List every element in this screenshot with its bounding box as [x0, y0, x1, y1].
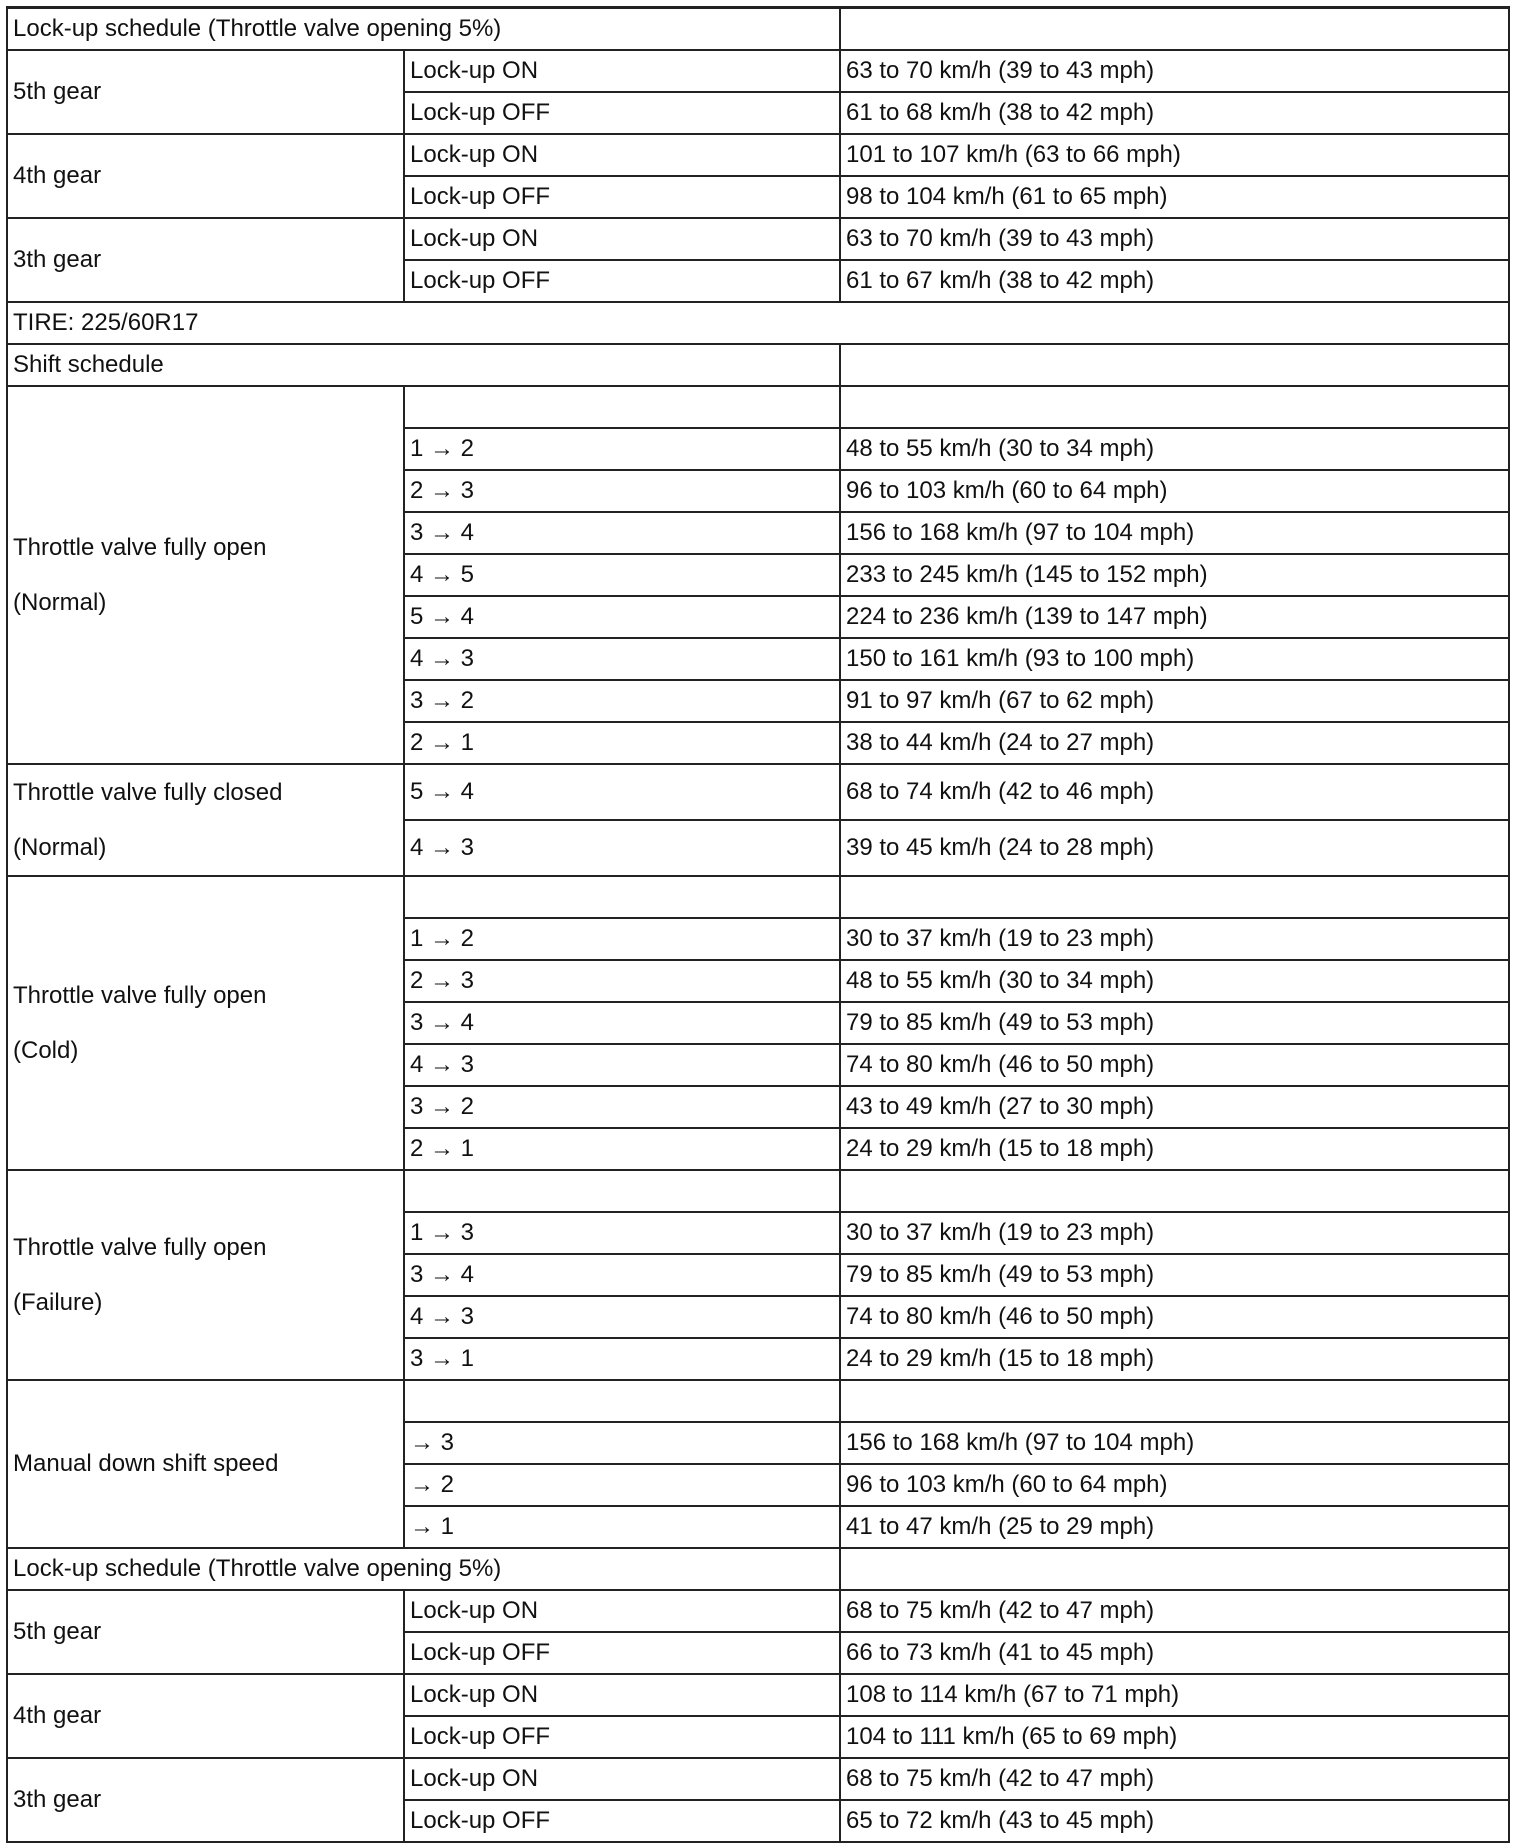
group-label [7, 1590, 404, 1674]
row-item: Lock-up OFF [404, 1800, 840, 1842]
row-item: 5 → 4 [404, 596, 840, 638]
group-label [7, 1758, 404, 1842]
row-value: 24 to 29 km/h (15 to 18 mph) [840, 1338, 1509, 1380]
row-value: 96 to 103 km/h (60 to 64 mph) [840, 470, 1509, 512]
row-value: 43 to 49 km/h (27 to 30 mph) [840, 1086, 1509, 1128]
row-value: 79 to 85 km/h (49 to 53 mph) [840, 1002, 1509, 1044]
row-value: 224 to 236 km/h (139 to 147 mph) [840, 596, 1509, 638]
row-value: 63 to 70 km/h (39 to 43 mph) [840, 218, 1509, 260]
row-item: Lock-up ON [404, 218, 840, 260]
row-value [840, 386, 1509, 428]
row-value: 74 to 80 km/h (46 to 50 mph) [840, 1296, 1509, 1338]
row-value: 68 to 75 km/h (42 to 47 mph) [840, 1590, 1509, 1632]
group-label-line: Throttle valve fully closed [13, 778, 283, 806]
row-item: 1 → 2 [404, 428, 840, 470]
row-item: 3 → 1 [404, 1338, 840, 1380]
row-item: → 1 [404, 1506, 840, 1548]
row-value: 38 to 44 km/h (24 to 27 mph) [840, 722, 1509, 764]
row-item: 4 → 3 [404, 1044, 840, 1086]
group-label-line: Throttle valve fully open [13, 533, 267, 561]
row-item: Lock-up ON [404, 1674, 840, 1716]
row-value: 156 to 168 km/h (97 to 104 mph) [840, 512, 1509, 554]
group-label [7, 386, 404, 764]
section-header-row [7, 1548, 1509, 1590]
section-header-row [7, 344, 1509, 386]
row-item: → 3 [404, 1422, 840, 1464]
group-label-line: Throttle valve fully open [13, 1233, 267, 1261]
row-value: 104 to 111 km/h (65 to 69 mph) [840, 1716, 1509, 1758]
section-header-value [840, 1548, 1509, 1590]
group-label-line: (Failure) [13, 1288, 103, 1316]
row-item: → 2 [404, 1464, 840, 1506]
row-item: 4 → 3 [404, 1296, 840, 1338]
row-value: 91 to 97 km/h (67 to 62 mph) [840, 680, 1509, 722]
row-item: Lock-up ON [404, 1758, 840, 1800]
row-item [404, 386, 840, 428]
group-label-line: (Cold) [13, 1036, 79, 1064]
row-item [404, 876, 840, 918]
row-item: Lock-up ON [404, 134, 840, 176]
row-item: 2 → 3 [404, 470, 840, 512]
row-item: 3 → 4 [404, 512, 840, 554]
row-item: 5 → 4 [404, 764, 840, 820]
group-label-line: 5th gear [13, 78, 102, 105]
row-value: 74 to 80 km/h (46 to 50 mph) [840, 1044, 1509, 1086]
row-value: 63 to 70 km/h (39 to 43 mph) [840, 50, 1509, 92]
group-label-line: 5th gear [13, 1618, 102, 1645]
row-item: 2 → 1 [404, 722, 840, 764]
row-item: Lock-up OFF [404, 1716, 840, 1758]
group-label-line: Manual down shift speed [13, 1450, 279, 1477]
tire-size-label: TIRE: 225/60R17 [7, 302, 1509, 344]
group-label-line: 3th gear [13, 1786, 102, 1813]
row-value: 61 to 68 km/h (38 to 42 mph) [840, 92, 1509, 134]
group-label-line: (Normal) [13, 833, 107, 861]
row-value: 65 to 72 km/h (43 to 45 mph) [840, 1800, 1509, 1842]
row-item: Lock-up OFF [404, 92, 840, 134]
table-row [7, 134, 1509, 176]
row-item: 3 → 2 [404, 680, 840, 722]
group-label-line: (Normal) [13, 588, 107, 616]
row-value: 98 to 104 km/h (61 to 65 mph) [840, 176, 1509, 218]
spec-table [6, 6, 1510, 1843]
row-item: 2 → 3 [404, 960, 840, 1002]
row-item: 4 → 3 [404, 820, 840, 876]
group-label [7, 1380, 404, 1548]
spec-table-body [7, 8, 1509, 1842]
section-header-label: Lock-up schedule (Throttle valve opening 5%) [7, 1548, 840, 1590]
row-value: 48 to 55 km/h (30 to 34 mph) [840, 960, 1509, 1002]
table-row [7, 1758, 1509, 1800]
table-row [7, 386, 1509, 428]
row-value: 66 to 73 km/h (41 to 45 mph) [840, 1632, 1509, 1674]
group-label-line: Throttle valve fully open [13, 981, 267, 1009]
table-row [7, 876, 1509, 918]
row-value [840, 1170, 1509, 1212]
table-row [7, 1170, 1509, 1212]
row-item: Lock-up OFF [404, 176, 840, 218]
group-label [7, 134, 404, 218]
row-value: 24 to 29 km/h (15 to 18 mph) [840, 1128, 1509, 1170]
row-value: 68 to 75 km/h (42 to 47 mph) [840, 1758, 1509, 1800]
row-value: 150 to 161 km/h (93 to 100 mph) [840, 638, 1509, 680]
row-item [404, 1170, 840, 1212]
row-value: 156 to 168 km/h (97 to 104 mph) [840, 1422, 1509, 1464]
row-item: 3 → 4 [404, 1002, 840, 1044]
row-item: 4 → 5 [404, 554, 840, 596]
row-value: 233 to 245 km/h (145 to 152 mph) [840, 554, 1509, 596]
row-value [840, 1380, 1509, 1422]
table-row [7, 1674, 1509, 1716]
row-value: 30 to 37 km/h (19 to 23 mph) [840, 918, 1509, 960]
table-row [7, 50, 1509, 92]
row-value: 48 to 55 km/h (30 to 34 mph) [840, 428, 1509, 470]
section-header-label: Lock-up schedule (Throttle valve opening 5%) [7, 8, 840, 50]
group-label [7, 1170, 404, 1380]
group-label-line: 3th gear [13, 246, 102, 273]
row-item: 3 → 2 [404, 1086, 840, 1128]
row-value: 96 to 103 km/h (60 to 64 mph) [840, 1464, 1509, 1506]
row-item: 2 → 1 [404, 1128, 840, 1170]
row-value: 30 to 37 km/h (19 to 23 mph) [840, 1212, 1509, 1254]
section-header-value [840, 8, 1509, 50]
row-item: 4 → 3 [404, 638, 840, 680]
row-item: Lock-up ON [404, 1590, 840, 1632]
row-item [404, 1380, 840, 1422]
row-value: 108 to 114 km/h (67 to 71 mph) [840, 1674, 1509, 1716]
row-value [840, 876, 1509, 918]
row-value: 39 to 45 km/h (24 to 28 mph) [840, 820, 1509, 876]
group-label [7, 218, 404, 302]
row-value: 41 to 47 km/h (25 to 29 mph) [840, 1506, 1509, 1548]
row-item: 1 → 2 [404, 918, 840, 960]
table-row [7, 218, 1509, 260]
section-header-label: Shift schedule [7, 344, 840, 386]
group-label [7, 50, 404, 134]
row-value: 68 to 74 km/h (42 to 46 mph) [840, 764, 1509, 820]
group-label [7, 1674, 404, 1758]
group-label-line: 4th gear [13, 1702, 102, 1729]
row-value: 79 to 85 km/h (49 to 53 mph) [840, 1254, 1509, 1296]
group-label-line: 4th gear [13, 162, 102, 189]
row-value: 61 to 67 km/h (38 to 42 mph) [840, 260, 1509, 302]
row-item: 1 → 3 [404, 1212, 840, 1254]
row-item: Lock-up OFF [404, 260, 840, 302]
group-label [7, 876, 404, 1170]
row-item: Lock-up ON [404, 50, 840, 92]
section-header-value [840, 344, 1509, 386]
row-item: Lock-up OFF [404, 1632, 840, 1674]
table-row [7, 1380, 1509, 1422]
section-header-row [7, 8, 1509, 50]
tire-size-row [7, 302, 1509, 344]
row-value: 101 to 107 km/h (63 to 66 mph) [840, 134, 1509, 176]
table-row [7, 1590, 1509, 1632]
group-label [7, 764, 404, 876]
table-row [7, 764, 1509, 820]
row-item: 3 → 4 [404, 1254, 840, 1296]
